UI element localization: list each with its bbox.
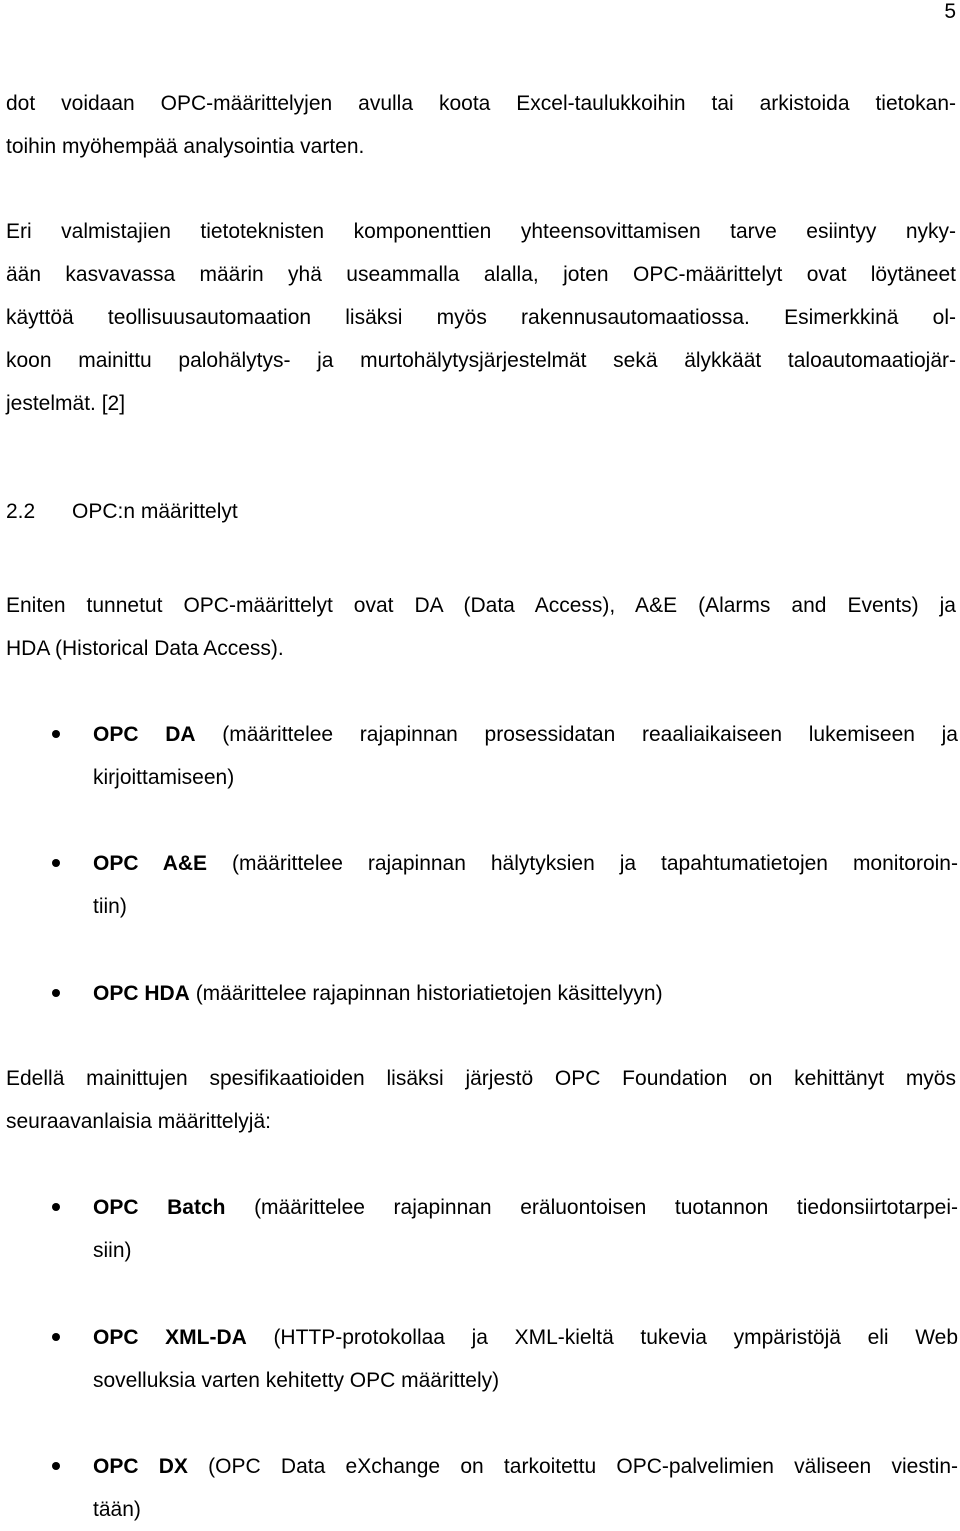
list-item-line <box>93 972 958 1015</box>
list-item-line: kirjoittamiseen) <box>93 766 235 789</box>
intro-paragraph <box>6 82 956 168</box>
bullet-icon <box>52 989 60 997</box>
body-paragraph-additional <box>6 1057 956 1143</box>
paragraph-line: käyttöä teollisuusautomaation lisäksi myös rakennusautomaatiossa. Esimerkkinä ol- <box>6 306 956 329</box>
list-item-line: sovelluksia varten kehitetty OPC määrittely) <box>93 1369 500 1392</box>
list-item-description: (määrittelee rajapinnan historiatietojen käsittelyyn) <box>195 982 663 1005</box>
paragraph-line: HDA (Historical Data Access). <box>6 637 284 660</box>
list-item-line <box>93 1186 958 1229</box>
section-heading <box>6 490 238 533</box>
list-item-text <box>93 1316 958 1402</box>
intro-line: dot voidaan OPC-määrittelyjen avulla koota Excel-taulukkoihin tai arkistoida tietokan- <box>6 92 956 115</box>
list-item-text <box>93 713 958 799</box>
paragraph-line: seuraavanlaisia määrittelyjä: <box>6 1110 271 1133</box>
paragraph-line: Edellä mainittujen spesifikaatioiden lisäksi järjestö OPC Foundation on kehittänyt myös <box>6 1067 956 1090</box>
section-title: OPC:n määrittelyt <box>72 500 238 523</box>
list-item-description: (määrittelee rajapinnan prosessidatan reaaliaikaiseen lukemiseen ja <box>222 723 958 746</box>
list-item-line <box>93 1316 958 1359</box>
list-item-line <box>93 713 958 756</box>
paragraph-line: ään kasvavassa määrin yhä useammalla alalla, joten OPC-määrittelyt ovat löytäneet <box>6 263 956 286</box>
paragraph-line: koon mainittu palohälytys- ja murtohälytysjärjestelmät sekä älykkäät taloautomaatiojär- <box>6 349 956 372</box>
list-item-description: (HTTP-protokollaa ja XML-kieltä tukevia ympäristöjä eli Web <box>273 1326 959 1349</box>
list-item-term: OPC HDA <box>93 982 190 1005</box>
bullet-icon <box>52 1333 60 1341</box>
bullet-icon <box>52 859 60 867</box>
bullet-icon <box>52 1203 60 1211</box>
list-item-term: OPC Batch <box>93 1196 226 1219</box>
intro-line: toihin myöhempää analysointia varten. <box>6 135 365 158</box>
paragraph-line: Eniten tunnetut OPC-määrittelyt ovat DA (Data Access), A&E (Alarms and Events) ja <box>6 594 956 617</box>
list-item-term: OPC DX <box>93 1455 188 1478</box>
list-item-line: tiin) <box>93 895 127 918</box>
list-item-line <box>93 1445 958 1488</box>
list-item-description: (määrittelee rajapinnan eräluontoisen tuotannon tiedonsiirtotarpei- <box>254 1196 959 1219</box>
list-item-text <box>93 1445 958 1531</box>
bullet-icon <box>52 730 60 738</box>
list-item-term: OPC XML-DA <box>93 1326 247 1349</box>
list-item-description: (määrittelee rajapinnan hälytyksien ja tapahtumatietojen monitoroin- <box>232 852 958 875</box>
paragraph-line: jestelmät. [2] <box>6 392 126 415</box>
list-item-text <box>93 842 958 928</box>
list-item-line: tään) <box>93 1498 141 1521</box>
body-paragraph-specifications <box>6 584 956 670</box>
page-number: 5 <box>944 0 956 23</box>
list-item-term: OPC DA <box>93 723 196 746</box>
section-number: 2.2 <box>6 500 36 523</box>
list-item-text <box>93 1186 958 1272</box>
list-item-line <box>93 842 958 885</box>
list-item-description: (OPC Data eXchange on tarkoitettu OPC-palvelimien väliseen viestin- <box>208 1455 958 1478</box>
list-item-line: siin) <box>93 1239 132 1262</box>
paragraph-line: Eri valmistajien tietoteknisten komponenttien yhteensovittamisen tarve esiintyy nyky- <box>6 220 956 243</box>
list-item-text <box>93 972 958 1015</box>
list-item-term: OPC A&E <box>93 852 208 875</box>
bullet-icon <box>52 1462 60 1470</box>
body-paragraph-compatibility <box>6 210 956 425</box>
